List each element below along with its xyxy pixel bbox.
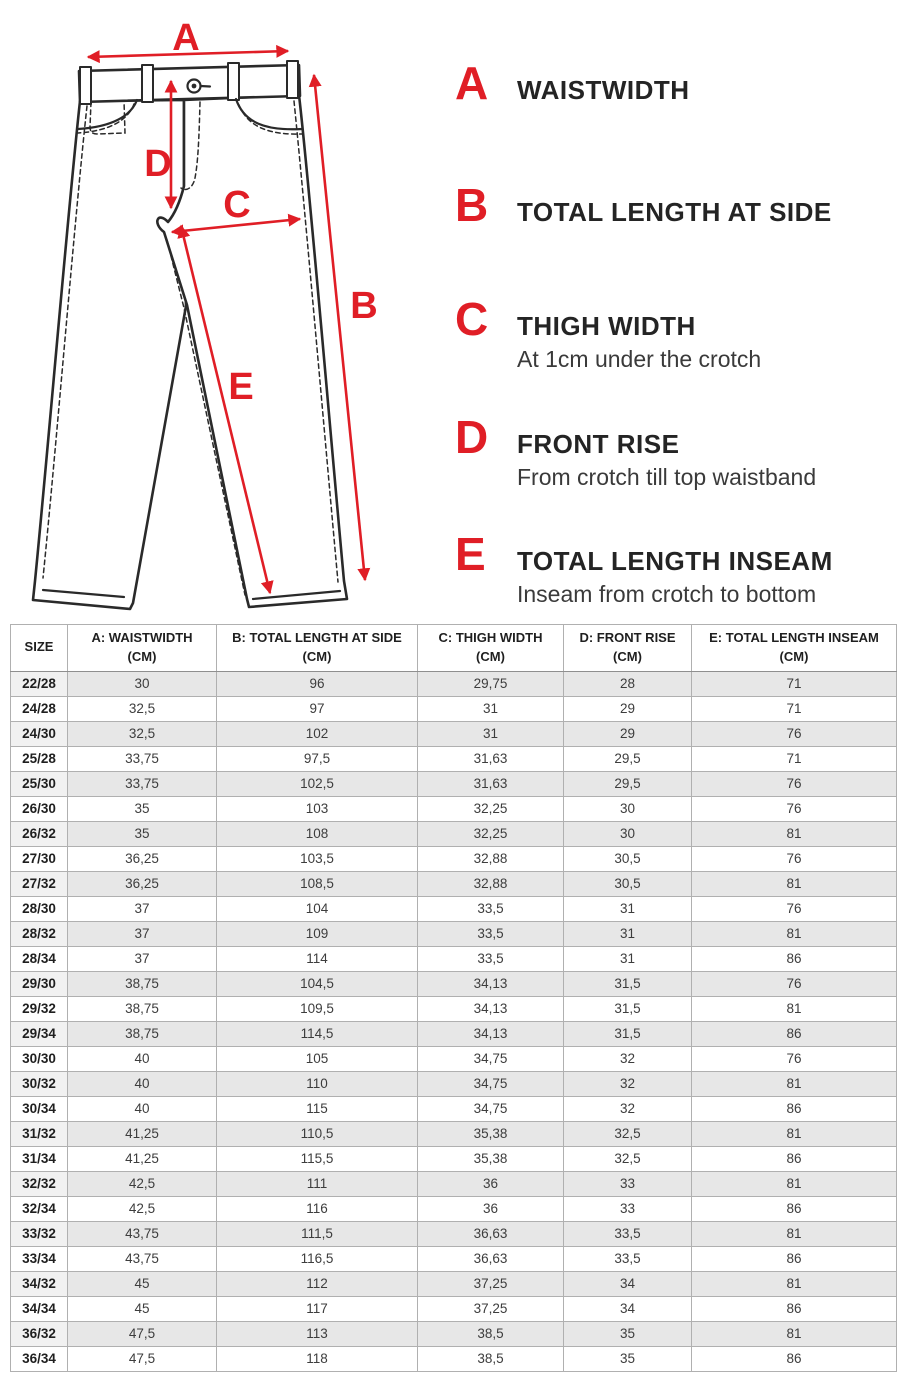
value-cell: 35: [68, 821, 217, 846]
value-cell: 38,75: [68, 996, 217, 1021]
value-cell: 111,5: [217, 1221, 418, 1246]
diagram-label-a: A: [172, 17, 200, 59]
size-cell: 32/34: [11, 1196, 68, 1221]
legend-title-c: THIGH WIDTH: [517, 311, 696, 341]
value-cell: 115,5: [217, 1146, 418, 1171]
table-row: [11, 921, 897, 946]
value-cell: 35: [564, 1346, 692, 1371]
pants-right-leg: [157, 95, 347, 607]
table-row: [11, 1071, 897, 1096]
table-row: [11, 1271, 897, 1296]
value-cell: 31,5: [564, 996, 692, 1021]
size-cell: 28/32: [11, 921, 68, 946]
value-cell: 41,25: [68, 1146, 217, 1171]
size-cell: 29/32: [11, 996, 68, 1021]
value-cell: 33: [564, 1196, 692, 1221]
table-row: [11, 721, 897, 746]
value-cell: 36: [418, 1196, 564, 1221]
value-cell: 81: [692, 821, 897, 846]
table-row: [11, 1346, 897, 1371]
value-cell: 108: [217, 821, 418, 846]
legend-item-c: [455, 293, 762, 373]
legend-subtitle-c: At 1cm under the crotch: [517, 345, 762, 372]
value-cell: 86: [692, 1096, 897, 1121]
value-cell: 40: [68, 1096, 217, 1121]
value-cell: 31: [418, 696, 564, 721]
legend-title-e: TOTAL LENGTH INSEAM: [517, 546, 833, 576]
value-cell: 110,5: [217, 1121, 418, 1146]
value-cell: 104,5: [217, 971, 418, 996]
table-row: [11, 771, 897, 796]
value-cell: 36,25: [68, 871, 217, 896]
table-row: [11, 696, 897, 721]
value-cell: 43,75: [68, 1221, 217, 1246]
size-cell: 25/28: [11, 746, 68, 771]
value-cell: 33,5: [564, 1221, 692, 1246]
value-cell: 32,25: [418, 796, 564, 821]
legend-title-d: FRONT RISE: [517, 429, 680, 459]
value-cell: 34,75: [418, 1096, 564, 1121]
value-cell: 118: [217, 1346, 418, 1371]
table-row: [11, 1021, 897, 1046]
legend-letter-d: D: [455, 411, 489, 463]
size-cell: 29/30: [11, 971, 68, 996]
value-cell: 33,75: [68, 746, 217, 771]
value-cell: 36,63: [418, 1221, 564, 1246]
value-cell: 86: [692, 1196, 897, 1221]
size-cell: 26/32: [11, 821, 68, 846]
value-cell: 76: [692, 846, 897, 871]
column-header-1: A: WAISTWIDTH (CM): [68, 625, 217, 672]
value-cell: 102: [217, 721, 418, 746]
value-cell: 86: [692, 1021, 897, 1046]
value-cell: 32: [564, 1046, 692, 1071]
value-cell: 40: [68, 1071, 217, 1096]
value-cell: 37,25: [418, 1296, 564, 1321]
legend-letter-e: E: [455, 528, 486, 580]
value-cell: 31,63: [418, 746, 564, 771]
size-table-header: [11, 625, 897, 672]
value-cell: 29,5: [564, 771, 692, 796]
column-header-3: C: THIGH WIDTH (CM): [418, 625, 564, 672]
value-cell: 102,5: [217, 771, 418, 796]
value-cell: 33,75: [68, 771, 217, 796]
size-cell: 30/30: [11, 1046, 68, 1071]
value-cell: 33,5: [418, 946, 564, 971]
size-cell: 34/34: [11, 1296, 68, 1321]
legend-title-b: TOTAL LENGTH AT SIDE: [517, 197, 832, 227]
value-cell: 109: [217, 921, 418, 946]
value-cell: 103,5: [217, 846, 418, 871]
value-cell: 31: [564, 896, 692, 921]
size-cell: 31/34: [11, 1146, 68, 1171]
column-header-0: SIZE: [11, 625, 68, 672]
value-cell: 114,5: [217, 1021, 418, 1046]
value-cell: 31,5: [564, 1021, 692, 1046]
size-cell: 22/28: [11, 671, 68, 696]
table-row: [11, 671, 897, 696]
size-cell: 34/32: [11, 1271, 68, 1296]
value-cell: 40: [68, 1046, 217, 1071]
pants-measurement-illustration: [0, 0, 440, 620]
value-cell: 32,88: [418, 871, 564, 896]
size-cell: 26/30: [11, 796, 68, 821]
size-cell: 24/30: [11, 721, 68, 746]
value-cell: 105: [217, 1046, 418, 1071]
pants-diagram: [0, 0, 440, 620]
size-cell: 32/32: [11, 1171, 68, 1196]
size-cell: 27/32: [11, 871, 68, 896]
value-cell: 111: [217, 1171, 418, 1196]
value-cell: 104: [217, 896, 418, 921]
value-cell: 34,13: [418, 1021, 564, 1046]
value-cell: 32,88: [418, 846, 564, 871]
value-cell: 35: [68, 796, 217, 821]
diagram-label-c: C: [223, 184, 251, 226]
value-cell: 108,5: [217, 871, 418, 896]
value-cell: 47,5: [68, 1346, 217, 1371]
value-cell: 110: [217, 1071, 418, 1096]
value-cell: 32,5: [68, 696, 217, 721]
value-cell: 76: [692, 721, 897, 746]
value-cell: 81: [692, 996, 897, 1021]
table-row: [11, 1321, 897, 1346]
value-cell: 38,5: [418, 1346, 564, 1371]
column-header-2: B: TOTAL LENGTH AT SIDE (CM): [217, 625, 418, 672]
size-cell: 24/28: [11, 696, 68, 721]
pants-waistband: [79, 65, 300, 102]
value-cell: 37: [68, 946, 217, 971]
table-row: [11, 996, 897, 1021]
table-row: [11, 1046, 897, 1071]
value-cell: 81: [692, 1321, 897, 1346]
size-cell: 33/34: [11, 1246, 68, 1271]
table-row: [11, 1296, 897, 1321]
table-row: [11, 871, 897, 896]
table-row: [11, 796, 897, 821]
value-cell: 35,38: [418, 1146, 564, 1171]
legend-item-d: [455, 411, 817, 491]
value-cell: 32,25: [418, 821, 564, 846]
value-cell: 81: [692, 1121, 897, 1146]
size-cell: 33/32: [11, 1221, 68, 1246]
value-cell: 86: [692, 1246, 897, 1271]
value-cell: 86: [692, 946, 897, 971]
value-cell: 31,5: [564, 971, 692, 996]
size-cell: 28/30: [11, 896, 68, 921]
value-cell: 81: [692, 1071, 897, 1096]
value-cell: 30,5: [564, 846, 692, 871]
value-cell: 86: [692, 1346, 897, 1371]
legend-subtitle-e: Inseam from crotch to bottom: [517, 580, 817, 607]
table-row: [11, 1121, 897, 1146]
value-cell: 43,75: [68, 1246, 217, 1271]
value-cell: 32,5: [68, 721, 217, 746]
diagram-label-d: D: [144, 143, 172, 185]
value-cell: 71: [692, 696, 897, 721]
size-table-body: [11, 671, 897, 1371]
value-cell: 37: [68, 896, 217, 921]
value-cell: 31: [564, 946, 692, 971]
value-cell: 32,5: [564, 1121, 692, 1146]
value-cell: 81: [692, 1171, 897, 1196]
value-cell: 31: [564, 921, 692, 946]
value-cell: 76: [692, 1046, 897, 1071]
legend-item-b: [455, 179, 832, 231]
value-cell: 109,5: [217, 996, 418, 1021]
size-cell: 30/34: [11, 1096, 68, 1121]
value-cell: 31,63: [418, 771, 564, 796]
size-cell: 29/34: [11, 1021, 68, 1046]
table-row: [11, 1246, 897, 1271]
column-header-5: E: TOTAL LENGTH INSEAM (CM): [692, 625, 897, 672]
value-cell: 81: [692, 1271, 897, 1296]
value-cell: 103: [217, 796, 418, 821]
value-cell: 42,5: [68, 1171, 217, 1196]
column-header-4: D: FRONT RISE (CM): [564, 625, 692, 672]
value-cell: 33: [564, 1171, 692, 1196]
legend-subtitle-d: From crotch till top waistband: [517, 463, 817, 490]
value-cell: 34: [564, 1296, 692, 1321]
value-cell: 86: [692, 1296, 897, 1321]
size-cell: 36/34: [11, 1346, 68, 1371]
value-cell: 45: [68, 1296, 217, 1321]
value-cell: 114: [217, 946, 418, 971]
value-cell: 86: [692, 1146, 897, 1171]
value-cell: 34,75: [418, 1071, 564, 1096]
value-cell: 34: [564, 1271, 692, 1296]
value-cell: 96: [217, 671, 418, 696]
size-cell: 30/32: [11, 1071, 68, 1096]
legend-item-a: [455, 57, 690, 109]
value-cell: 38,75: [68, 971, 217, 996]
size-cell: 31/32: [11, 1121, 68, 1146]
value-cell: 112: [217, 1271, 418, 1296]
size-cell: 36/32: [11, 1321, 68, 1346]
value-cell: 81: [692, 871, 897, 896]
value-cell: 34,13: [418, 996, 564, 1021]
value-cell: 47,5: [68, 1321, 217, 1346]
value-cell: 34,75: [418, 1046, 564, 1071]
value-cell: 76: [692, 771, 897, 796]
value-cell: 30: [564, 821, 692, 846]
value-cell: 31: [418, 721, 564, 746]
value-cell: 34,13: [418, 971, 564, 996]
value-cell: 28: [564, 671, 692, 696]
value-cell: 36,63: [418, 1246, 564, 1271]
value-cell: 113: [217, 1321, 418, 1346]
table-row: [11, 896, 897, 921]
value-cell: 35,38: [418, 1121, 564, 1146]
value-cell: 71: [692, 671, 897, 696]
value-cell: 32: [564, 1071, 692, 1096]
value-cell: 116: [217, 1196, 418, 1221]
value-cell: 29,75: [418, 671, 564, 696]
table-row: [11, 821, 897, 846]
value-cell: 37: [68, 921, 217, 946]
legend-letter-c: C: [455, 293, 489, 345]
value-cell: 36,25: [68, 846, 217, 871]
value-cell: 32: [564, 1096, 692, 1121]
legend-title-a: WAISTWIDTH: [517, 75, 690, 105]
value-cell: 33,5: [564, 1246, 692, 1271]
value-cell: 76: [692, 971, 897, 996]
value-cell: 117: [217, 1296, 418, 1321]
table-row: [11, 1221, 897, 1246]
legend-letter-b: B: [455, 179, 489, 231]
value-cell: 30: [68, 671, 217, 696]
value-cell: 97,5: [217, 746, 418, 771]
value-cell: 116,5: [217, 1246, 418, 1271]
table-row: [11, 1096, 897, 1121]
measurement-legend: [455, 0, 905, 620]
diagram-label-b: B: [350, 285, 378, 327]
value-cell: 42,5: [68, 1196, 217, 1221]
table-row: [11, 846, 897, 871]
size-cell: 28/34: [11, 946, 68, 971]
value-cell: 41,25: [68, 1121, 217, 1146]
legend-letter-a: A: [455, 57, 489, 109]
value-cell: 38,75: [68, 1021, 217, 1046]
value-cell: 81: [692, 921, 897, 946]
table-row: [11, 1196, 897, 1221]
legend-item-e: [455, 528, 833, 608]
value-cell: 29,5: [564, 746, 692, 771]
value-cell: 76: [692, 896, 897, 921]
value-cell: 30: [564, 796, 692, 821]
size-table: [10, 624, 897, 1372]
value-cell: 35: [564, 1321, 692, 1346]
value-cell: 33,5: [418, 921, 564, 946]
value-cell: 38,5: [418, 1321, 564, 1346]
value-cell: 29: [564, 696, 692, 721]
table-row: [11, 1171, 897, 1196]
value-cell: 36: [418, 1171, 564, 1196]
value-cell: 37,25: [418, 1271, 564, 1296]
size-cell: 25/30: [11, 771, 68, 796]
table-row: [11, 946, 897, 971]
diagram-label-e: E: [228, 366, 254, 408]
value-cell: 32,5: [564, 1146, 692, 1171]
value-cell: 45: [68, 1271, 217, 1296]
value-cell: 30,5: [564, 871, 692, 896]
value-cell: 29: [564, 721, 692, 746]
table-row: [11, 971, 897, 996]
value-cell: 81: [692, 1221, 897, 1246]
table-row: [11, 1146, 897, 1171]
table-row: [11, 746, 897, 771]
value-cell: 76: [692, 796, 897, 821]
value-cell: 115: [217, 1096, 418, 1121]
size-cell: 27/30: [11, 846, 68, 871]
value-cell: 71: [692, 746, 897, 771]
value-cell: 97: [217, 696, 418, 721]
value-cell: 33,5: [418, 896, 564, 921]
